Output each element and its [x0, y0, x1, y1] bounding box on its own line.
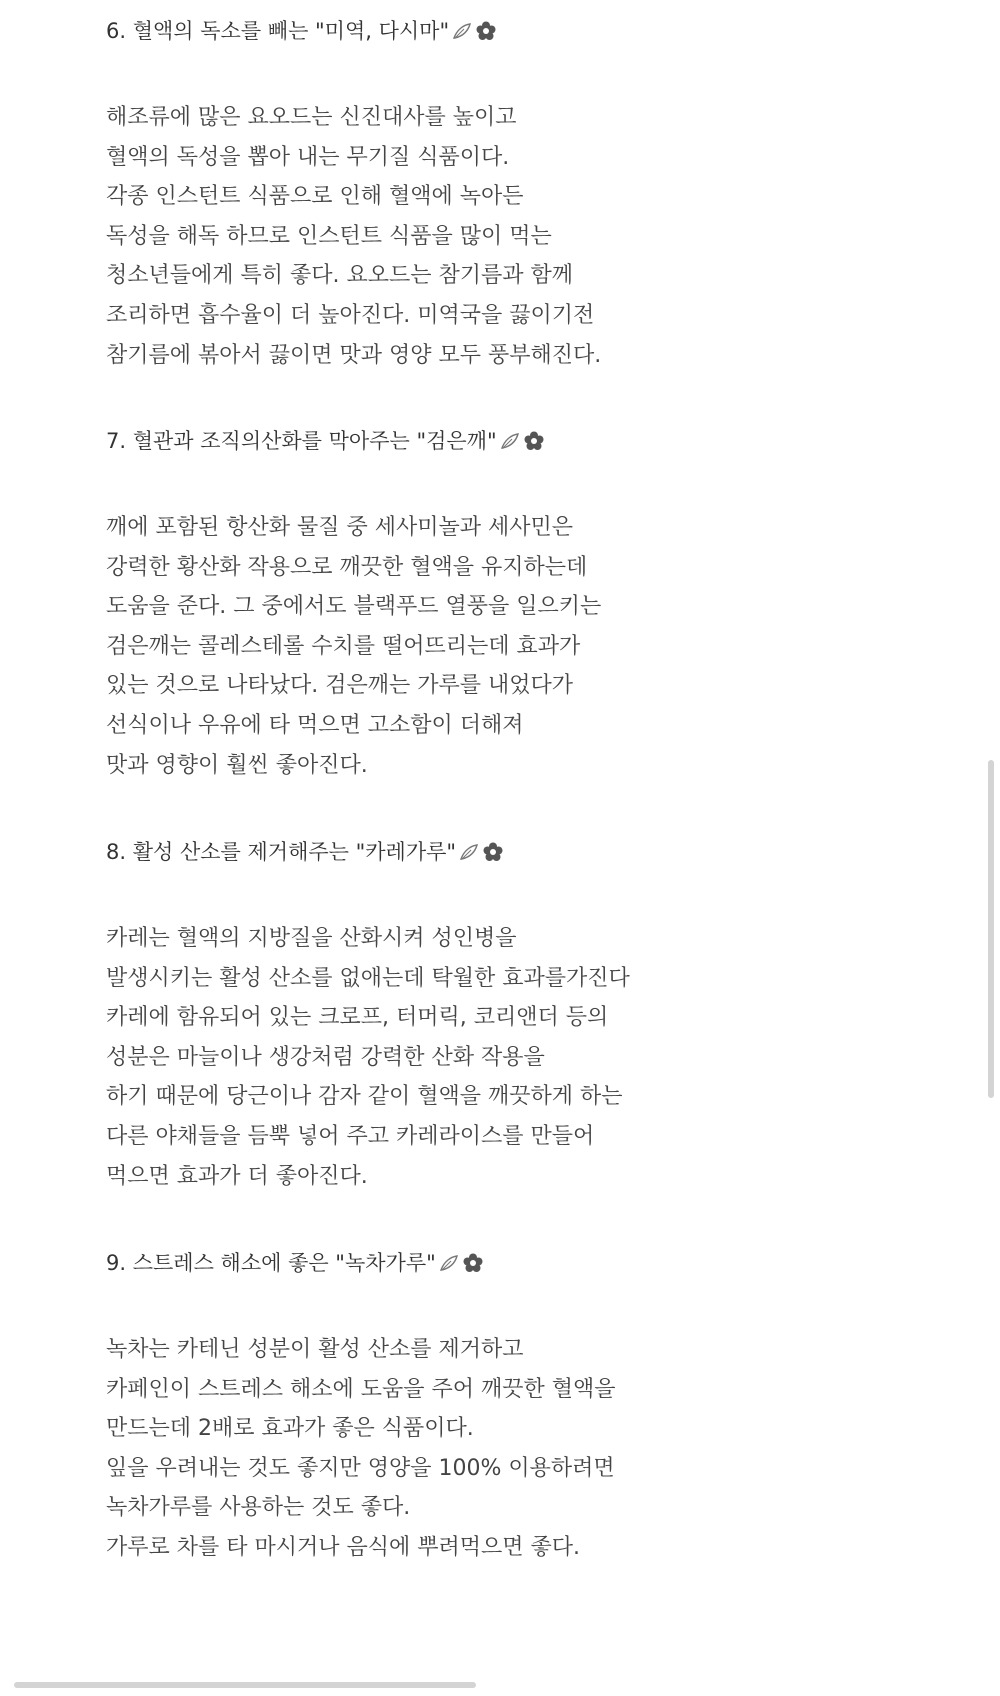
section-heading: [106, 1243, 484, 1283]
section-heading-text: 7. 혈관과 조직의산화를 막아주는 "검은깨": [106, 429, 497, 453]
paragraph-line: 녹차는 카테닌 성분이 활성 산소를 제거하고: [106, 1337, 524, 1362]
section-paragraph: [106, 919, 630, 1196]
section-paragraph: [106, 508, 601, 785]
paragraph-line: 하기 때문에 당근이나 감자 같이 혈액을 깨끗하게 하는: [106, 1084, 623, 1110]
paragraph-line: 맛과 영향이 훨씬 좋아진다.: [106, 752, 368, 778]
paragraph-line: 선식이나 우유에 타 먹으면 고소함이 더해져: [106, 712, 524, 738]
section-heading: [106, 11, 497, 51]
paragraph-line: 잎을 우려내는 것도 좋지만 영양을 100% 이용하려면: [106, 1455, 615, 1481]
paragraph-line: 각종 인스턴트 식품으로 인해 혈액에 녹아든: [106, 184, 524, 210]
leaf-icon: [451, 20, 473, 42]
paragraph-line: 깨에 포함된 항산화 물질 중 세사미놀과 세사민은: [106, 515, 574, 540]
section-heading-text: 8. 활성 산소를 제거해주는 "카레가루": [106, 840, 457, 864]
paragraph-line: 있는 것으로 나타났다. 검은깨는 가루를 내었다가: [106, 673, 574, 699]
leaf-icon: [438, 1252, 460, 1274]
section-paragraph: [106, 98, 601, 375]
paragraph-line: 청소년들에게 특히 좋다. 요오드는 참기름과 함께: [106, 263, 574, 289]
section-paragraph: [106, 1330, 616, 1568]
flower-icon: [482, 841, 504, 863]
vertical-scrollbar[interactable]: [988, 760, 994, 1098]
paragraph-line: 해조류에 많은 요오드는 신진대사를 높이고: [106, 105, 517, 130]
horizontal-scrollbar[interactable]: [14, 1682, 476, 1688]
paragraph-line: 검은깨는 콜레스테롤 수치를 떨어뜨리는데 효과가: [106, 633, 581, 659]
paragraph-line: 발생시키는 활성 산소를 없애는데 탁월한 효과를가진다: [106, 965, 630, 991]
leaf-icon: [499, 430, 521, 452]
section-heading-text: 6. 혈액의 독소를 빼는 "미역, 다시마": [106, 19, 450, 43]
paragraph-line: 녹차가루를 사용하는 것도 좋다.: [106, 1495, 411, 1521]
paragraph-line: 먹으면 효과가 더 좋아진다.: [106, 1163, 368, 1189]
paragraph-line: 성분은 마늘이나 생강처럼 강력한 산화 작용을: [106, 1044, 545, 1070]
paragraph-line: 다른 야채들을 듬뿍 넣어 주고 카레라이스를 만들어: [106, 1123, 595, 1149]
flower-icon: [523, 430, 545, 452]
paragraph-line: 혈액의 독성을 뽑아 내는 무기질 식품이다.: [106, 144, 510, 170]
paragraph-line: 도움을 준다. 그 중에서도 블랙푸드 열풍을 일으키는: [106, 594, 602, 620]
section-heading-text: 9. 스트레스 해소에 좋은 "녹차가루": [106, 1251, 436, 1275]
paragraph-line: 카레는 혈액의 지방질을 산화시켜 성인병을: [106, 926, 517, 951]
paragraph-line: 참기름에 볶아서 끓이면 맛과 영양 모두 풍부해진다.: [106, 342, 602, 368]
section-heading: [106, 421, 545, 461]
leaf-icon: [458, 841, 480, 863]
section-heading: [106, 832, 504, 872]
paragraph-line: 강력한 황산화 작용으로 깨끗한 혈액을 유지하는데: [106, 554, 588, 580]
flower-icon: [462, 1252, 484, 1274]
paragraph-line: 카레에 함유되어 있는 크로프, 터머릭, 코리앤더 등의: [106, 1005, 609, 1031]
paragraph-line: 조리하면 흡수율이 더 높아진다. 미역국을 끓이기전: [106, 302, 595, 328]
flower-icon: [475, 20, 497, 42]
paragraph-line: 카페인이 스트레스 해소에 도움을 주어 깨끗한 혈액을: [106, 1376, 616, 1402]
paragraph-line: 독성을 해독 하므로 인스턴트 식품을 많이 먹는: [106, 223, 552, 249]
paragraph-line: 가루로 차를 타 마시거나 음식에 뿌려먹으면 좋다.: [106, 1534, 580, 1560]
paragraph-line: 만드는데 2배로 효과가 좋은 식품이다.: [106, 1416, 474, 1442]
